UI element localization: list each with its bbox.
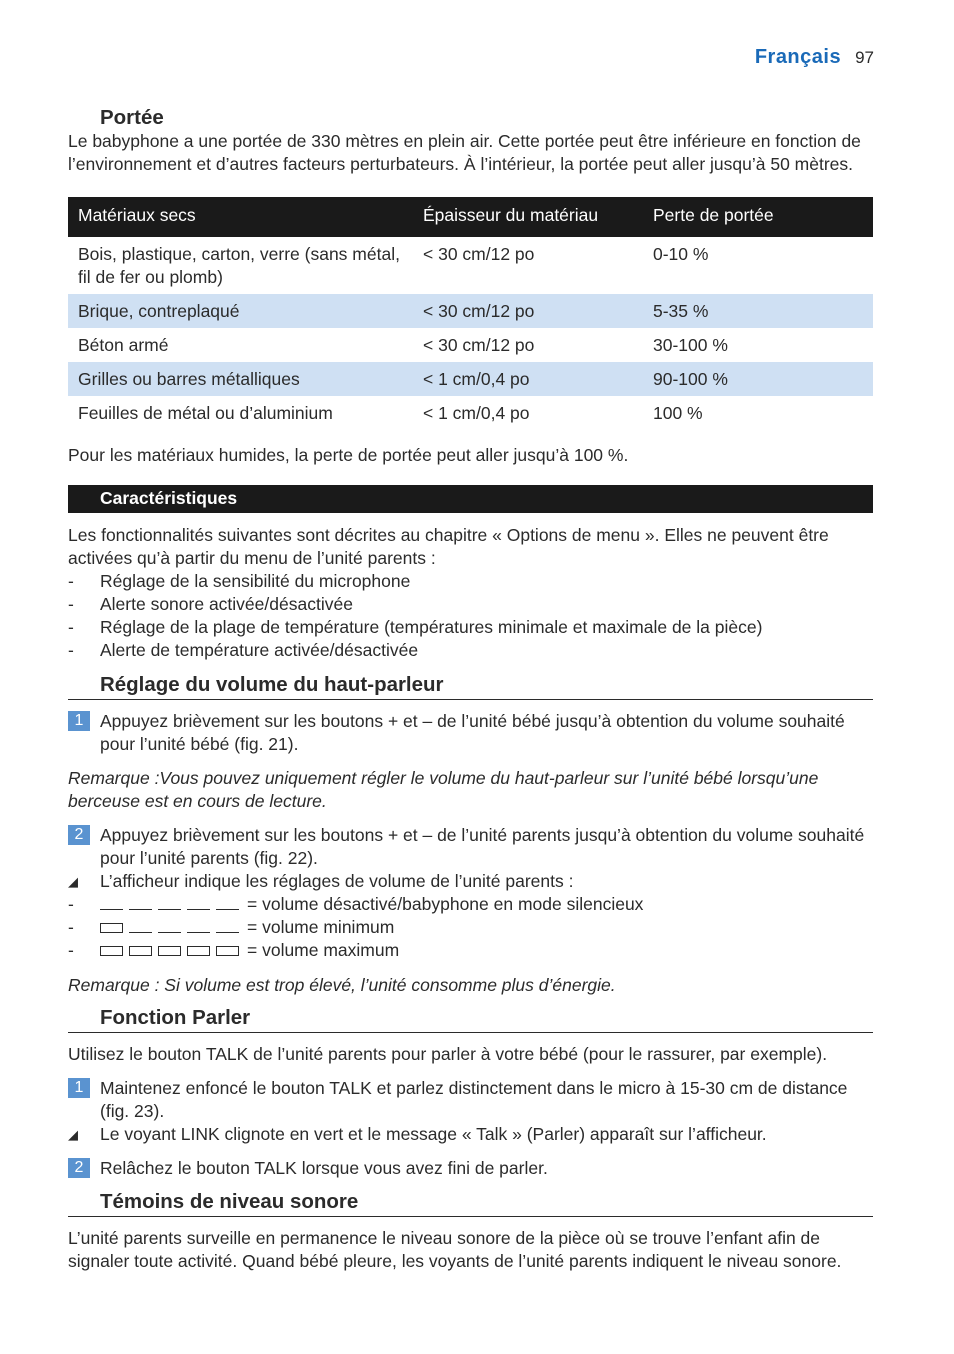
volume-segment-icon: [158, 900, 181, 910]
section-bar-caracteristiques: Caractéristiques: [68, 485, 873, 513]
volume-level-label: = volume minimum: [247, 917, 395, 937]
remark-note: Remarque :Vous pouvez uniquement régler le volume du haut-parleur sur l’unité bébé lorsqu’une berceuse est en cours de lecture.: [68, 768, 819, 811]
result-item: [68, 1123, 873, 1146]
volume-segment-icon: [129, 900, 152, 910]
result-text: Le voyant LINK clignote en vert et le message « Talk » (Parler) apparaît sur l’afficheur.: [100, 1124, 767, 1144]
page-number: 97: [855, 48, 874, 67]
table-cell: Grilles ou barres métalliques: [68, 362, 413, 396]
section-title-temoins: Témoins de niveau sonore: [68, 1190, 873, 1217]
step-number: 2: [68, 825, 90, 845]
table-row: [68, 294, 873, 328]
volume-segment-icon: [129, 946, 152, 956]
table-cell: 30-100 %: [653, 335, 728, 355]
parler-intro: Utilisez le bouton TALK de l’unité parents pour parler à votre bébé (pour le rassurer, par exemple).: [68, 1044, 828, 1064]
result-text: L’afficheur indique les réglages de volume de l’unité parents :: [100, 871, 574, 891]
volume-segment-icon: [187, 946, 210, 956]
list-item: - Alerte sonore activée/désactivée: [68, 593, 873, 616]
table-cell: Feuilles de métal ou d’aluminium: [78, 403, 333, 423]
result-item: [68, 870, 873, 893]
result-arrow-icon: ◢: [68, 1127, 78, 1142]
volume-segment-icon: [187, 900, 210, 910]
table-cell: Béton armé: [78, 335, 169, 355]
volume-segment-icon: [100, 946, 123, 956]
table-cell: < 30 cm/12 po: [423, 244, 535, 264]
table-cell: 5-35 %: [643, 294, 873, 328]
volume-segment-icon: [216, 923, 239, 933]
volume-level-row: [68, 939, 873, 962]
volume-segment-icon: [158, 946, 181, 956]
volume-segment-icon: [129, 923, 152, 933]
step-item: [68, 824, 873, 870]
caracteristiques-intro: Les fonctionnalités suivantes sont décrites au chapitre « Options de menu ». Elles ne peuvent être activées qu’à partir du menu de l’unité parents :: [68, 525, 829, 568]
list-item: - Alerte de température activée/désactivée: [68, 639, 873, 662]
step-text: Relâchez le bouton TALK lorsque vous avez fini de parler.: [100, 1158, 548, 1178]
step-item: [68, 710, 873, 756]
table-header-cell: Épaisseur du matériau: [413, 197, 643, 237]
features-list: [68, 570, 873, 662]
table-cell: < 1 cm/0,4 po: [423, 403, 530, 423]
volume-level-label: = volume maximum: [247, 940, 400, 960]
volume-segment-icon: [100, 923, 123, 933]
volume-segment-icon: [216, 900, 239, 910]
remark-note: Remarque : Si volume est trop élevé, l’unité consomme plus d’énergie.: [68, 975, 616, 995]
volume-levels: [68, 893, 873, 962]
table-cell: < 30 cm/12 po: [413, 294, 643, 328]
range-table: [68, 197, 873, 430]
table-header-row: [68, 197, 873, 237]
volume-level-row: [68, 893, 873, 916]
table-cell: Brique, contreplaqué: [68, 294, 413, 328]
volume-segment-icon: [187, 923, 210, 933]
list-dash: -: [68, 894, 74, 914]
step-number: 1: [68, 1078, 90, 1098]
step-text: Appuyez brièvement sur les boutons + et – de l’unité parents jusqu’à obtention du volume souhaité pour l’unité parents (fig. 22).: [100, 825, 865, 868]
volume-level-label: = volume désactivé/babyphone en mode silencieux: [247, 894, 644, 914]
step-number: 1: [68, 711, 90, 731]
table-row: [68, 396, 873, 430]
portee-intro: Le babyphone a une portée de 330 mètres en plein air. Cette portée peut être inférieure en fonction de l’environnement et d’autres facteurs perturbateurs. À l’intérieur, la portée peut aller jusqu’à 50 mètres.: [68, 131, 861, 174]
page-content: [68, 106, 873, 1273]
table-header-cell: Matériaux secs: [68, 197, 413, 237]
table-cell: Bois, plastique, carton, verre (sans métal, fil de fer ou plomb): [78, 244, 400, 287]
page-header: [755, 46, 874, 69]
step-number: 2: [68, 1158, 90, 1178]
table-header-cell: Perte de portée: [643, 197, 873, 237]
volume-level-row: [68, 916, 873, 939]
list-item: - Réglage de la plage de température (températures minimale et maximale de la pièce): [68, 616, 873, 639]
step-text: Maintenez enfoncé le bouton TALK et parlez distinctement dans le micro à 15-30 cm de distance (fig. 23).: [100, 1078, 848, 1121]
table-cell: < 30 cm/12 po: [423, 335, 535, 355]
table-row: [68, 328, 873, 362]
language-label: Français: [754, 46, 842, 68]
table-row: [68, 237, 873, 294]
volume-segment-icon: [158, 923, 181, 933]
result-arrow-icon: ◢: [68, 874, 78, 889]
temoins-intro: L’unité parents surveille en permanence le niveau sonore de la pièce où se trouve l’enfant afin de signaler toute activité. Quand bébé pleure, les voyants de l’unité parents indiquent le niveau sonore.: [68, 1228, 842, 1271]
table-cell: 0-10 %: [653, 244, 709, 264]
section-title-parler: Fonction Parler: [68, 1006, 873, 1033]
table-cell: 90-100 %: [643, 362, 873, 396]
volume-segment-icon: [216, 946, 239, 956]
volume-segment-icon: [100, 900, 123, 910]
table-cell: 100 %: [653, 403, 703, 423]
humid-note: Pour les matériaux humides, la perte de portée peut aller jusqu’à 100 %.: [68, 445, 629, 465]
step-text: Appuyez brièvement sur les boutons + et – de l’unité bébé jusqu’à obtention du volume souhaité pour l’unité bébé (fig. 21).: [100, 711, 845, 754]
list-dash: -: [68, 940, 74, 960]
table-cell: < 1 cm/0,4 po: [413, 362, 643, 396]
list-dash: -: [68, 917, 74, 937]
list-item: - Réglage de la sensibilité du microphone: [68, 570, 873, 593]
table-row: [68, 362, 873, 396]
step-item: [68, 1157, 873, 1180]
step-item: [68, 1077, 873, 1123]
section-title-portee: Portée: [100, 106, 164, 129]
section-title-volume: Réglage du volume du haut-parleur: [68, 673, 873, 700]
